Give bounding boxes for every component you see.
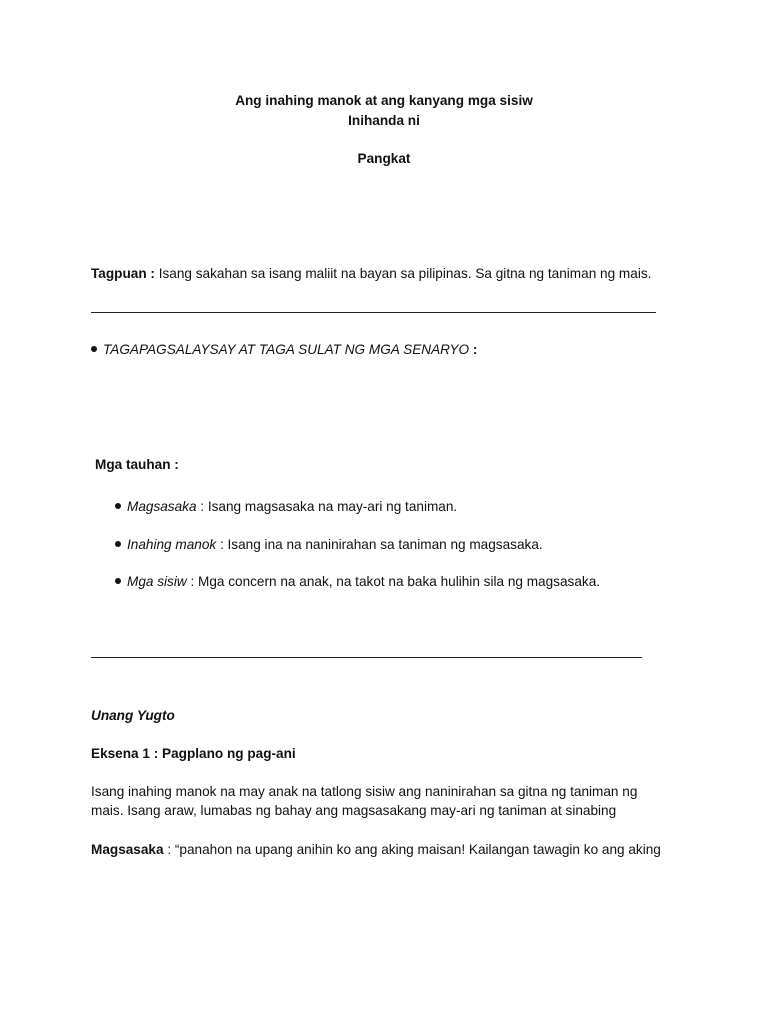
characters-heading: Mga tauhan : (95, 457, 179, 472)
narrator-colon: : (469, 342, 478, 357)
setting-text: Isang sakahan sa isang maliit na bayan sa pilipinas. Sa gitna ng taniman ng mais. (154, 266, 652, 281)
narrator-label: TAGAPAGSALAYSAY AT TAGA SULAT NG MGA SENARYO (103, 342, 470, 357)
divider-line (91, 312, 656, 313)
character-name: Mga sisiw (127, 574, 187, 589)
narration-paragraph-line: Isang inahing manok na may anak na tatlong sisiw ang naninirahan sa gitna ng taniman ng (91, 784, 638, 799)
setting-paragraph (91, 266, 651, 281)
character-description: : Isang magsasaka na may-ari ng taniman. (196, 499, 458, 514)
character-item (115, 537, 543, 552)
setting-label: Tagpuan : (91, 266, 155, 281)
bullet-icon (115, 541, 121, 547)
act-title: Unang Yugto (91, 708, 175, 723)
bullet-icon (91, 346, 97, 352)
character-item (115, 499, 457, 514)
character-item (115, 574, 600, 589)
scene-title: Eksena 1 : Pagplano ng pag-ani (91, 746, 296, 761)
narrator-line (91, 342, 477, 357)
narration-paragraph-line: mais. Isang araw, lumabas ng bahay ang magsasakang may-ari ng taniman at sinabing (91, 803, 617, 818)
divider-line (91, 657, 642, 658)
bullet-icon (115, 503, 121, 509)
dialogue-line (91, 842, 661, 857)
document-title: Ang inahing manok at ang kanyang mga sisiw (235, 93, 533, 108)
character-description: : Isang ina na naninirahan sa taniman ng magsasaka. (216, 537, 543, 552)
character-name: Inahing manok (127, 537, 217, 552)
dialogue-speaker: Magsasaka (91, 842, 164, 857)
group-line: Pangkat (357, 151, 411, 166)
prepared-by-line: Inihanda ni (348, 113, 420, 128)
bullet-icon (115, 578, 121, 584)
character-name: Magsasaka (127, 499, 197, 514)
character-description: : Mga concern na anak, na takot na baka hulihin sila ng magsasaka. (186, 574, 601, 589)
dialogue-text: : “panahon na upang anihin ko ang aking maisan! Kailangan tawagin ko ang aking (163, 842, 661, 857)
